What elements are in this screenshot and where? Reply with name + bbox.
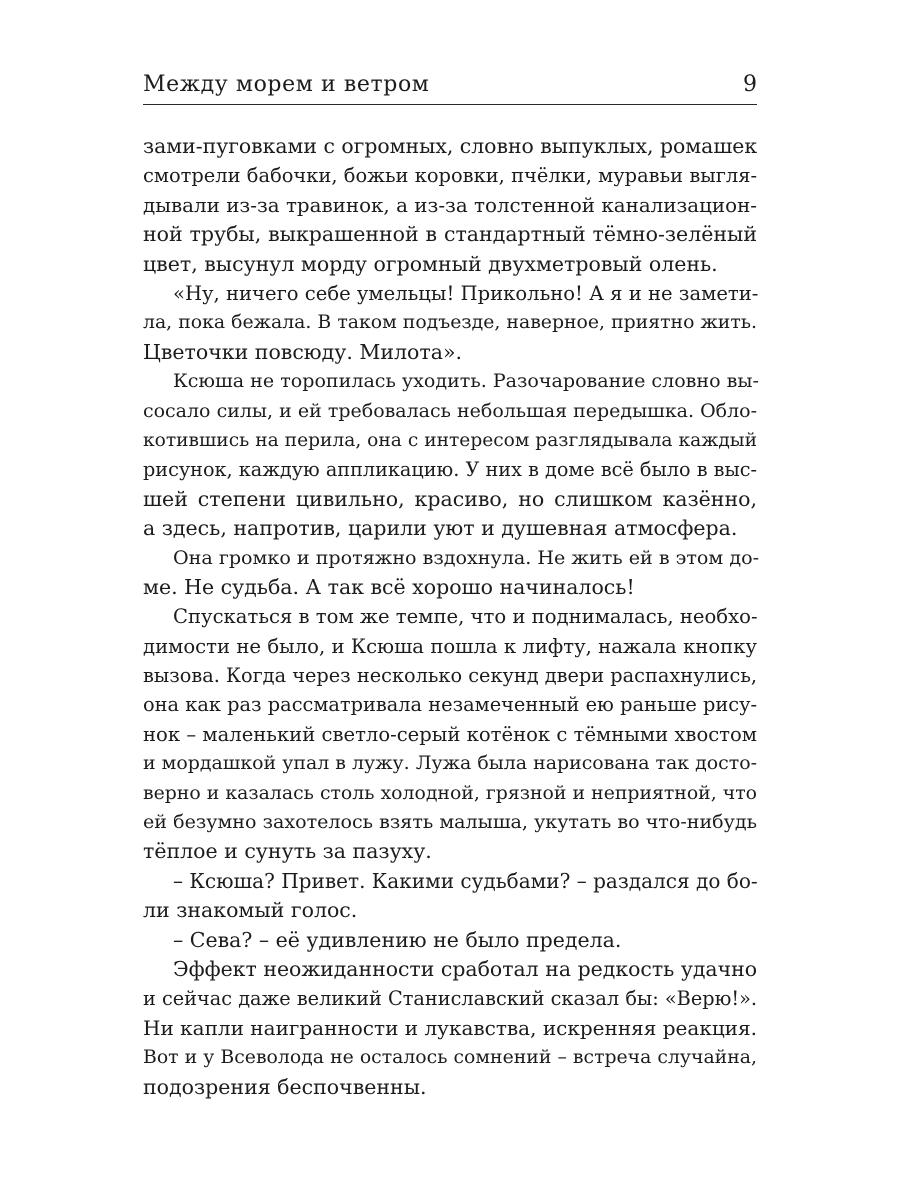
text-line: ей безумно захотелось взять малыша, укутать во что-нибудь <box>143 810 757 833</box>
text-line: дывали из-за травинок, а из-за толстенной канализацион- <box>143 193 757 217</box>
text-line: ла, пока бежала. В таком подъезде, наверное, приятно жить. <box>143 312 757 334</box>
text-line: смотрели бабочки, божьи коровки, пчёлки, муравьи выгля- <box>143 164 757 188</box>
text-line: и сейчас даже великий Станиславский сказал бы: «Верю!». <box>143 987 757 1011</box>
paragraph <box>143 926 757 955</box>
text-line: Спускаться в том же темпе, что и поднималась, необхо- <box>173 605 758 629</box>
text-line: цвет, высунул морду огромный двухметровый олень. <box>143 251 718 276</box>
text-line: Эффект неожиданности сработал на редкость удачно <box>173 956 757 981</box>
running-title: Между морем и ветром <box>143 72 430 97</box>
paragraph <box>143 602 757 867</box>
text-line: Цветочки повсюду. Милота». <box>143 339 463 364</box>
text-line: «Ну, ничего себе умельцы! Прикольно! А я и не замети- <box>173 281 759 305</box>
text-line: а здесь, напротив, царили уют и душевная атмосфера. <box>143 516 738 541</box>
text-line: Она громко и протяжно вздохнула. Не жить ей в этом до- <box>173 546 760 570</box>
text-line: тёплое и сунуть за пазуху. <box>143 839 432 864</box>
text-line: ной трубы, выкрашенной в стандартный тёмно-зелёный <box>143 222 757 247</box>
running-header <box>143 66 757 102</box>
text-line: котившись на перила, она с интересом разглядывала каждый <box>143 429 757 451</box>
text-line: Ни капли наигранности и лукавства, искренняя реакция. <box>143 1015 757 1040</box>
paragraph <box>143 367 757 543</box>
text-line: димости не было, и Ксюша пошла к лифту, нажала кнопку <box>143 634 757 658</box>
text-line: зами-пуговками с огромных, словно выпуклых, ромашек <box>143 134 758 158</box>
text-line: Вот и у Всеволода не осталось сомнений – встреча случайна, <box>143 1047 757 1069</box>
paragraph <box>143 955 757 1102</box>
paragraph <box>143 543 760 602</box>
paragraph <box>143 132 757 279</box>
text-line: ме. Не судьба. А так всё хорошо начиналось! <box>143 574 635 599</box>
text-line: она как раз рассматривала незамеченный ею раньше рису- <box>143 693 757 717</box>
text-line: вызова. Когда через несколько секунд двери распахнулись, <box>143 664 757 688</box>
text-line: Ксюша не торопилась уходить. Разочарование словно вы- <box>173 370 759 393</box>
paragraph <box>143 867 757 926</box>
paragraph <box>143 279 757 367</box>
text-line: сосало силы, и ей требовалась небольшая передышка. Обло- <box>143 399 757 422</box>
text-line: нок – маленький светло-серый котёнок с тёмными хвостом <box>143 722 757 746</box>
text-line: шей степени цивильно, красиво, но слишком казённо, <box>143 486 757 511</box>
text-line: рисунок, каждую аппликацию. У них в доме всё было в выс- <box>143 458 757 482</box>
body-text <box>143 132 760 1102</box>
text-line: верно и казалась столь холодной, грязной и неприятной, что <box>143 782 757 804</box>
text-line: и мордашкой упал в лужу. Лужа была нарисована так досто- <box>143 752 757 775</box>
header-divider <box>143 104 757 105</box>
text-line: – Ксюша? Привет. Какими судьбами? – раздался до бо- <box>173 868 758 893</box>
text-line: подозрения беспочвенны. <box>143 1074 427 1099</box>
text-line: – Сева? – её удивлению не было предела. <box>173 927 622 952</box>
text-line: ли знакомый голос. <box>143 898 358 923</box>
page-number: 9 <box>743 72 757 97</box>
